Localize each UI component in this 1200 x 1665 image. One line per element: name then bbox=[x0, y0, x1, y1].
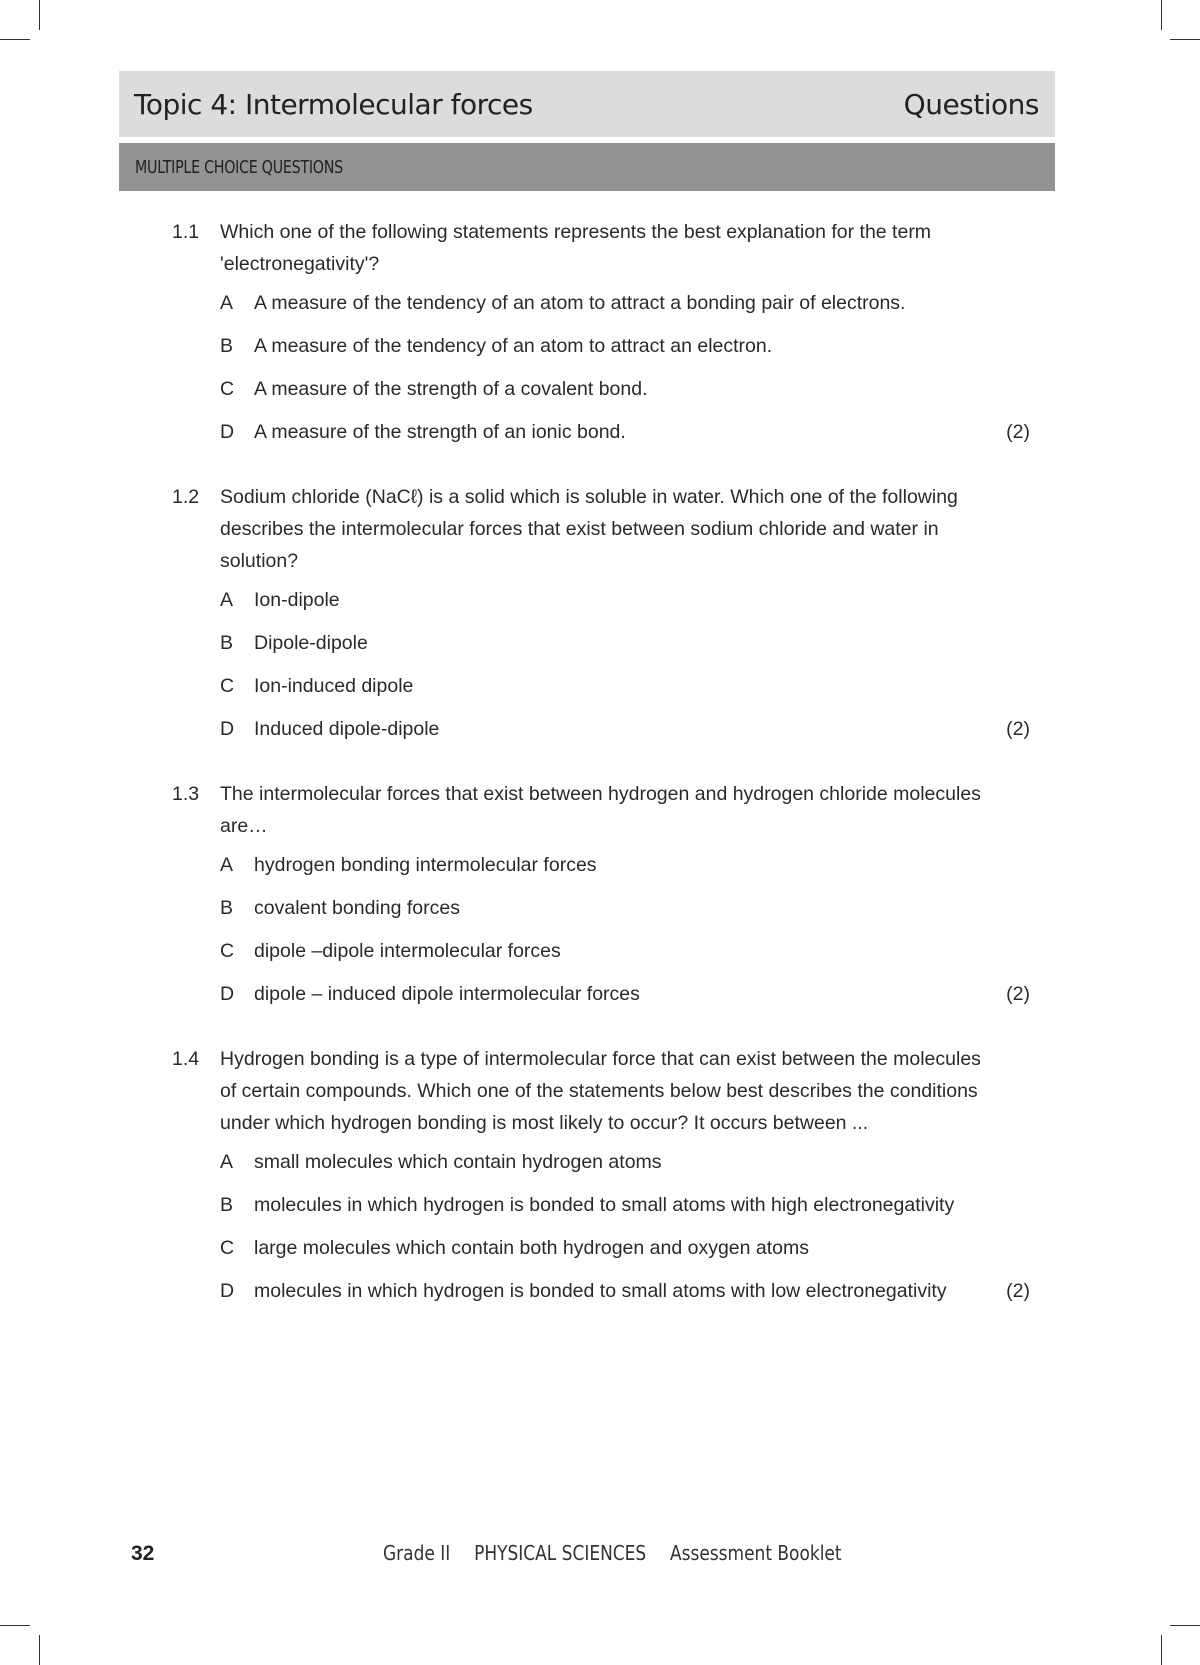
option-a bbox=[220, 849, 1044, 892]
option-text: dipole – induced dipole intermolecular forces bbox=[254, 983, 640, 1005]
question-marks: (2) bbox=[1006, 718, 1030, 740]
option-text: A measure of the strength of an ionic bond. bbox=[254, 421, 626, 443]
option-c bbox=[220, 373, 1044, 416]
crop-mark bbox=[39, 0, 40, 30]
option-a bbox=[220, 1146, 1044, 1189]
option-letter: B bbox=[220, 1194, 234, 1216]
option-text: Ion-induced dipole bbox=[254, 675, 414, 697]
question-text: Sodium chloride (NaCℓ) is a solid which is soluble in water. Which one of the following describes the intermolecular forces that exist between sodium chloride and water in solution? bbox=[220, 486, 958, 572]
footer bbox=[383, 1541, 842, 1565]
question bbox=[172, 216, 1044, 459]
option-letter: A bbox=[220, 292, 234, 314]
option-b bbox=[220, 330, 1044, 373]
crop-mark bbox=[0, 1625, 30, 1626]
option-d bbox=[220, 1275, 1044, 1318]
crop-mark bbox=[1161, 0, 1162, 30]
option-text: Ion-dipole bbox=[254, 589, 340, 611]
option-d bbox=[220, 416, 1044, 459]
question-marks: (2) bbox=[1006, 983, 1030, 1005]
crop-mark bbox=[0, 39, 30, 40]
option-letter: B bbox=[220, 897, 234, 919]
crop-mark bbox=[1161, 1635, 1162, 1665]
option-letter: C bbox=[220, 675, 235, 697]
question-text: Which one of the following statements represents the best explanation for the term 'electronegativity'? bbox=[220, 221, 932, 275]
option-d bbox=[220, 713, 1044, 756]
option-text: covalent bonding forces bbox=[254, 897, 460, 919]
option-c bbox=[220, 1232, 1044, 1275]
option-d bbox=[220, 978, 1044, 1021]
option-text: dipole –dipole intermolecular forces bbox=[254, 940, 561, 962]
option-letter: A bbox=[220, 854, 234, 876]
option-text: A measure of the tendency of an atom to attract an electron. bbox=[254, 335, 773, 357]
crop-mark bbox=[39, 1635, 40, 1665]
section-header bbox=[119, 143, 1055, 191]
crop-mark bbox=[1170, 39, 1200, 40]
footer-booklet: Assessment Booklet bbox=[670, 1541, 842, 1565]
option-list bbox=[220, 584, 1044, 756]
option-b bbox=[220, 1189, 1044, 1232]
option-letter: D bbox=[220, 718, 235, 740]
option-b bbox=[220, 627, 1044, 670]
option-letter: C bbox=[220, 378, 235, 400]
option-letter: D bbox=[220, 421, 235, 443]
option-letter: D bbox=[220, 1280, 235, 1302]
option-text: hydrogen bonding intermolecular forces bbox=[254, 854, 597, 876]
question-text: Hydrogen bonding is a type of intermolecular force that can exist between the molecules of certain compounds. Which one of the statements below best describes the conditions under which hydrogen bonding is most likely to occur? It occurs between ... bbox=[220, 1048, 981, 1134]
section-title: MULTIPLE CHOICE QUESTIONS bbox=[135, 156, 343, 178]
option-text: Induced dipole-dipole bbox=[254, 718, 440, 740]
option-list bbox=[220, 1146, 1044, 1318]
question-number: 1.4 bbox=[172, 1048, 200, 1070]
topic-header bbox=[119, 71, 1055, 137]
question-number: 1.2 bbox=[172, 486, 200, 508]
question bbox=[172, 481, 1044, 756]
option-letter: C bbox=[220, 940, 235, 962]
option-a bbox=[220, 287, 1044, 330]
option-c bbox=[220, 935, 1044, 978]
option-letter: B bbox=[220, 632, 234, 654]
crop-mark bbox=[1170, 1625, 1200, 1626]
footer-grade: Grade II bbox=[383, 1541, 451, 1565]
option-letter: D bbox=[220, 983, 235, 1005]
option-letter: C bbox=[220, 1237, 235, 1259]
option-text: A measure of the strength of a covalent bond. bbox=[254, 378, 648, 400]
question-number: 1.3 bbox=[172, 783, 200, 805]
option-text: small molecules which contain hydrogen atoms bbox=[254, 1151, 662, 1173]
option-letter: B bbox=[220, 335, 234, 357]
option-b bbox=[220, 892, 1044, 935]
option-a bbox=[220, 584, 1044, 627]
question bbox=[172, 1043, 1044, 1318]
question-list bbox=[172, 216, 1044, 1340]
option-text: Dipole-dipole bbox=[254, 632, 368, 654]
option-text: large molecules which contain both hydrogen and oxygen atoms bbox=[254, 1237, 810, 1259]
option-letter: A bbox=[220, 1151, 234, 1173]
section-label: Questions bbox=[903, 87, 1039, 121]
page-number: 32 bbox=[131, 1542, 155, 1565]
footer-subject: PHYSICAL SCIENCES bbox=[474, 1541, 647, 1565]
option-list bbox=[220, 287, 1044, 459]
question-marks: (2) bbox=[1006, 421, 1030, 443]
option-text: molecules in which hydrogen is bonded to small atoms with high electronegativity bbox=[254, 1194, 955, 1216]
question-text: The intermolecular forces that exist between hydrogen and hydrogen chloride molecules are… bbox=[220, 783, 981, 837]
option-c bbox=[220, 670, 1044, 713]
question-number: 1.1 bbox=[172, 221, 200, 243]
question bbox=[172, 778, 1044, 1021]
question-marks: (2) bbox=[1006, 1280, 1030, 1302]
option-text: molecules in which hydrogen is bonded to small atoms with low electronegativity bbox=[254, 1280, 947, 1302]
topic-title: Topic 4: Intermolecular forces bbox=[134, 87, 533, 121]
option-letter: A bbox=[220, 589, 234, 611]
option-list bbox=[220, 849, 1044, 1021]
option-text: A measure of the tendency of an atom to attract a bonding pair of electrons. bbox=[254, 292, 906, 314]
